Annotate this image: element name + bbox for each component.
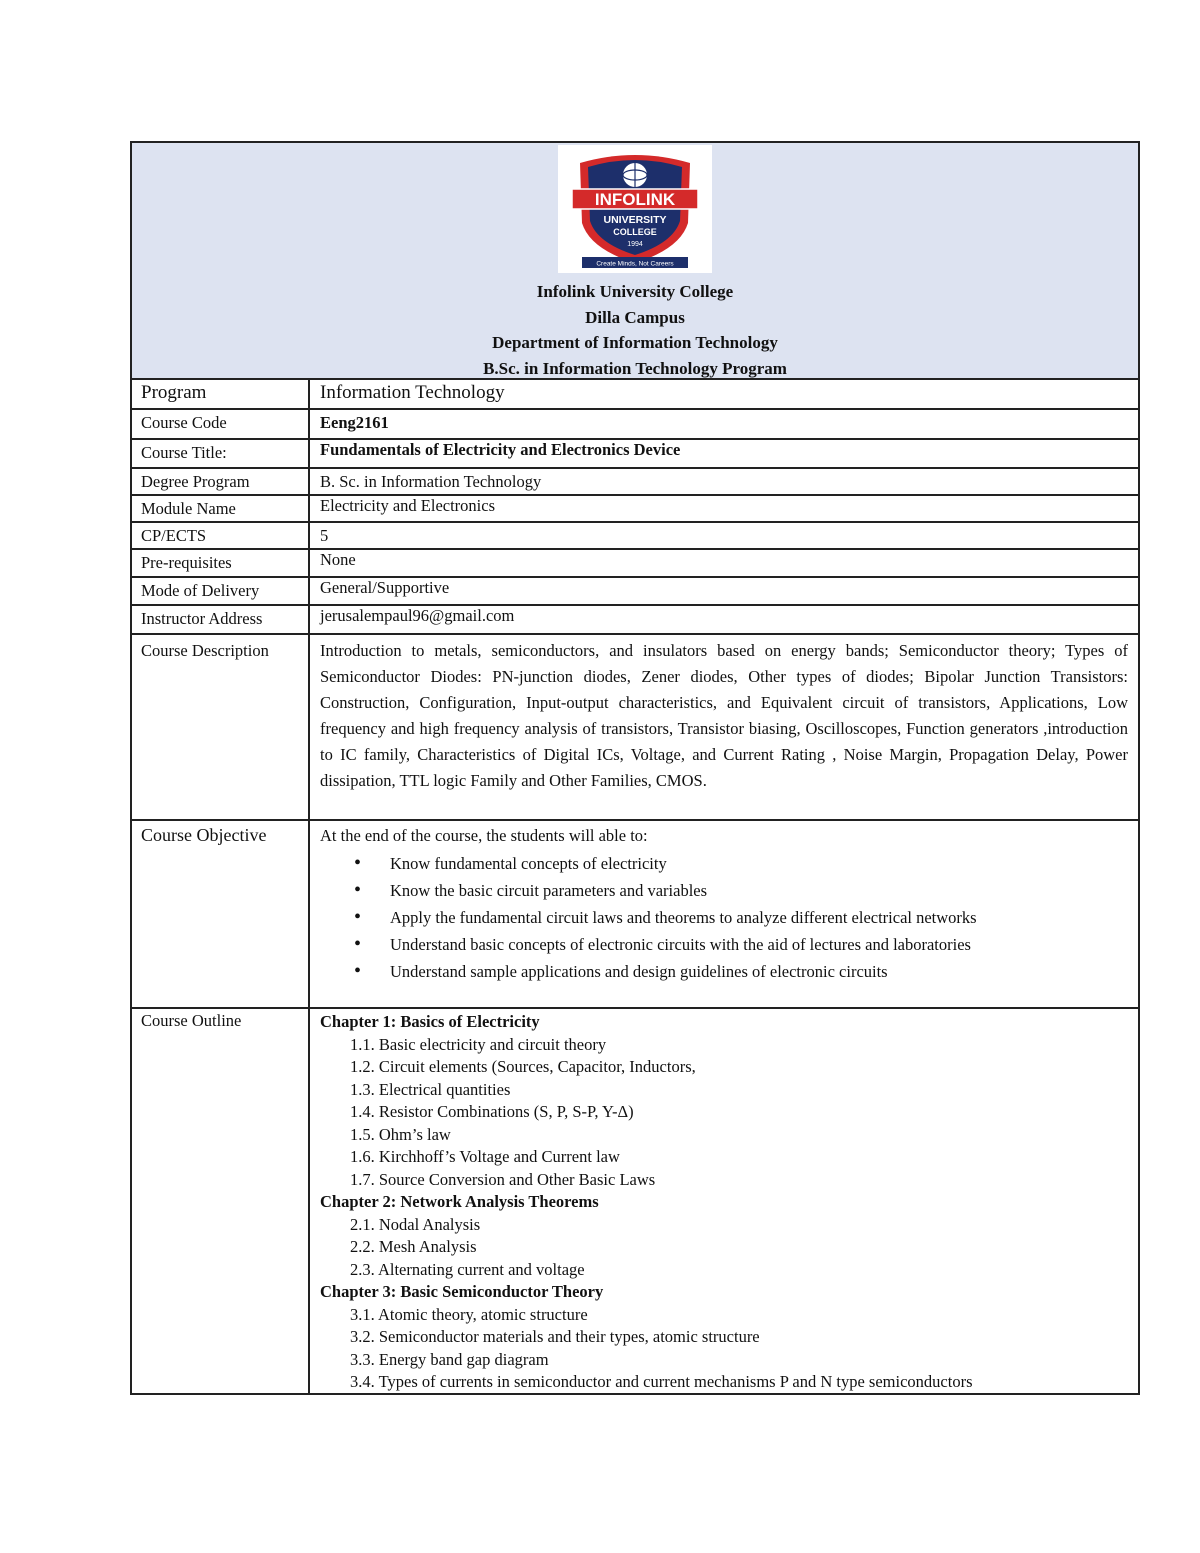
value-course-outline	[310, 1009, 1138, 1393]
logo-year: 1994	[627, 241, 643, 248]
label-module-name: Module Name	[132, 496, 310, 521]
chapter-item: 1.3. Electrical quantities	[350, 1079, 511, 1099]
infolink-logo-icon	[558, 145, 712, 273]
objective-item: • Know fundamental concepts of electricity	[390, 850, 1128, 877]
chapter-item: 1.1. Basic electricity and circuit theory	[350, 1034, 607, 1054]
chapter-item: 1.5. Ohm’s law	[350, 1124, 451, 1144]
value-course-code: Eeng2161	[320, 413, 389, 432]
objective-item: • Understand basic concepts of electronic circuits with the aid of lectures and laboratories	[390, 931, 1128, 958]
objective-item: • Apply the fundamental circuit laws and theorems to analyze different electrical networks	[390, 904, 1128, 931]
logo-line2: COLLEGE	[613, 227, 657, 237]
row-course-objective	[132, 821, 1138, 1009]
label-course-outline: Course Outline	[132, 1009, 310, 1393]
chapter-item: 3.2. Semiconductor materials and their types, atomic structure	[350, 1327, 760, 1346]
logo-tagline: Create Minds, Not Careers	[596, 260, 674, 268]
label-program: Program	[132, 380, 310, 408]
row-program	[132, 380, 1138, 410]
row-course-code	[132, 410, 1138, 440]
row-course-outline	[132, 1009, 1138, 1393]
value-instructor-address: jerusalempaul96@gmail.com	[320, 606, 515, 625]
chapter-item: 1.2. Circuit elements (Sources, Capacitor, Inductors,	[350, 1057, 696, 1076]
row-instructor-address	[132, 606, 1138, 635]
objective-list	[320, 850, 1128, 985]
value-course-objective	[310, 821, 1138, 1007]
chapter-item: 3.4. Types of currents in semiconductor and current mechanisms P and N type semiconductors	[350, 1372, 973, 1391]
objective-intro: At the end of the course, the students will able to:	[320, 826, 648, 845]
program-name: B.Sc. in Information Technology Program	[483, 358, 787, 378]
objective-item: • Understand sample applications and design guidelines of electronic circuits	[390, 958, 1128, 985]
row-degree-program	[132, 469, 1138, 496]
row-course-description	[132, 635, 1138, 821]
chapter-item: 1.6. Kirchhoff’s Voltage and Current law	[350, 1147, 620, 1166]
value-degree-program: B. Sc. in Information Technology	[320, 472, 542, 491]
chapter-3-title: Chapter 3: Basic Semiconductor Theory	[320, 1282, 604, 1301]
label-course-description: Course Description	[132, 635, 310, 819]
row-module-name	[132, 496, 1138, 523]
value-cp-ects: 5	[320, 526, 329, 545]
logo-brand: INFOLINK	[594, 190, 676, 209]
chapter-2-title: Chapter 2: Network Analysis Theorems	[320, 1192, 599, 1211]
department-name: Department of Information Technology	[492, 333, 778, 352]
row-cp-ects	[132, 523, 1138, 550]
chapter-1-title: Chapter 1: Basics of Electricity	[320, 1012, 540, 1031]
value-mode-of-delivery: General/Supportive	[320, 578, 450, 597]
label-course-code: Course Code	[132, 410, 310, 438]
chapter-item: 1.7. Source Conversion and Other Basic Laws	[350, 1169, 656, 1189]
logo-emblem	[558, 145, 712, 273]
chapter-item: 3.1. Atomic theory, atomic structure	[350, 1304, 588, 1324]
value-program: Information Technology	[320, 382, 505, 403]
label-cp-ects: CP/ECTS	[132, 523, 310, 548]
chapter-item: 1.4. Resistor Combinations (S, P, S-P, Y-Δ)	[350, 1102, 634, 1121]
chapter-item: 3.3. Energy band gap diagram	[350, 1349, 549, 1369]
course-info-table	[130, 141, 1140, 1395]
value-module-name: Electricity and Electronics	[320, 496, 496, 515]
chapter-item: 2.2. Mesh Analysis	[350, 1237, 477, 1256]
header-block	[132, 143, 1138, 380]
institution-lines	[132, 279, 1138, 381]
label-mode-of-delivery: Mode of Delivery	[132, 578, 310, 604]
chapter-item: 2.3. Alternating current and voltage	[350, 1259, 585, 1279]
chapter-item: 2.1. Nodal Analysis	[350, 1214, 481, 1234]
logo-line1: UNIVERSITY	[603, 214, 667, 226]
label-degree-program: Degree Program	[132, 469, 310, 494]
institution-name: Infolink University College	[536, 282, 734, 301]
label-course-objective: Course Objective	[132, 821, 310, 1007]
value-course-title: Fundamentals of Electricity and Electronics Device	[320, 440, 681, 459]
row-course-title	[132, 440, 1138, 469]
value-prerequisites: None	[320, 550, 356, 569]
label-prerequisites: Pre-requisites	[132, 550, 310, 576]
row-mode-of-delivery	[132, 578, 1138, 606]
objective-item: • Know the basic circuit parameters and variables	[390, 877, 1128, 904]
value-course-description: Introduction to metals, semiconductors, and insulators based on energy bands; Semiconductor theory; Types of Semiconductor Diodes: PN-junction diodes, Zener diodes, Other types of diodes; Bipolar Junction Transistors: Construction, Configuration, Input-output characteristics, and Equivalent circuit of transistors, Applications, Low frequency and high frequency analysis of transistors, Transistor biasing, Oscilloscopes, Function generators ,introduction to IC family, Characteristics of Digital ICs, Voltage, and Current Rating , Noise Margin, Propagation Delay, Power dissipation, TTL logic Family and Other Families, CMOS.	[320, 641, 1128, 790]
label-course-title: Course Title:	[132, 440, 310, 467]
label-instructor-address: Instructor Address	[132, 606, 310, 633]
campus-name: Dilla Campus	[585, 307, 685, 327]
row-prerequisites	[132, 550, 1138, 578]
